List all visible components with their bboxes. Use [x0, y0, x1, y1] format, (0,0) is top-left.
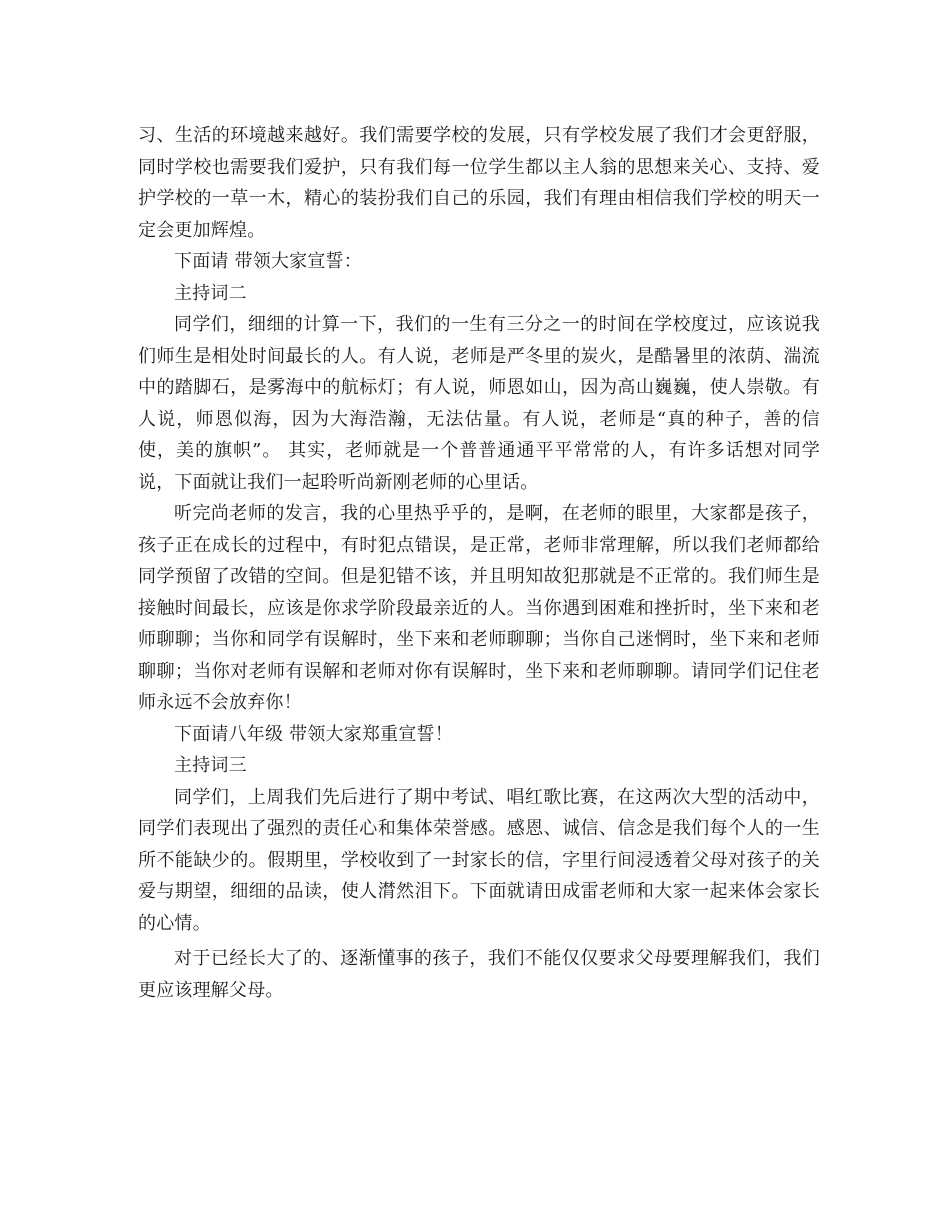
- document-body: [138, 120, 820, 1006]
- section-heading-host-script-2: 主持词二: [174, 282, 247, 304]
- paragraph-continued-text: 习、生活的环境越来越好。我们需要学校的发展，只有学校发展了我们才会更舒服，同时学校也需要我们爱护，只有我们每一位学生都以主人翁的思想来关心、支持、爱护学校的一草一木，精心的装扮我们自己的乐园，我们有理由相信我们学校的明天一定会更加辉煌。: [138, 125, 820, 241]
- paragraph-parent-letter: 同学们，上周我们先后进行了期中考试、唱红歌比赛，在这两次大型的活动中，同学们表现出了强烈的责任心和集体荣誉感。感恩、诚信、信念是我们每个人的一生所不能缺少的。假期里，学校收到了一封家长的信，字里行间浸透着父母对孩子的关爱与期望，细细的品读，使人潸然泪下。下面就请田成雷老师和大家一起来体会家长的心情。: [138, 786, 820, 934]
- paragraph-oath-prompt-1: 下面请 带领大家宣誓：: [174, 251, 362, 272]
- paragraph-understand-parents: 对于已经长大了的、逐渐懂事的孩子，我们不能仅仅要求父母要理解我们，我们更应该理解父母。: [138, 948, 820, 1001]
- paragraph-teacher-intro: 同学们，细细的计算一下，我们的一生有三分之一的时间在学校度过，应该说我们师生是相处时间最长的人。有人说，老师是严冬里的炭火，是酷暑里的浓荫、湍流中的踏脚石，是雾海中的航标灯；有人说，师恩如山，因为高山巍巍，使人崇敬。有人说，师恩似海，因为大海浩瀚，无法估量。有人说，老师是“真的种子，善的信使，美的旗帜”。 其实，老师就是一个普普通通平平常常的人，有许多话想对同学说，下面就让我们一起聆听尚新刚老师的心里话。: [138, 314, 820, 493]
- section-heading-host-script-3: 主持词三: [174, 755, 247, 776]
- paragraph-teacher-response: 听完尚老师的发言，我的心里热乎乎的，是啊，在老师的眼里，大家都是孩子，孩子正在成长的过程中，有时犯点错误，是正常，老师非常理解，所以我们老师都给同学预留了改错的空间。但是犯错不该，并且明知故犯那就是不正常的。我们师生是接触时间最长，应该是你求学阶段最亲近的人。当你遇到困难和挫折时，坐下来和老师聊聊；当你和同学有误解时，坐下来和老师聊聊；当你自己迷惘时，坐下来和老师聊聊；当你对老师有误解和老师对你有误解时，坐下来和老师聊聊。请同学们记住老师永远不会放弃你！: [138, 503, 820, 713]
- paragraph-oath-prompt-2: 下面请八年级 带领大家郑重宣誓！: [174, 723, 453, 745]
